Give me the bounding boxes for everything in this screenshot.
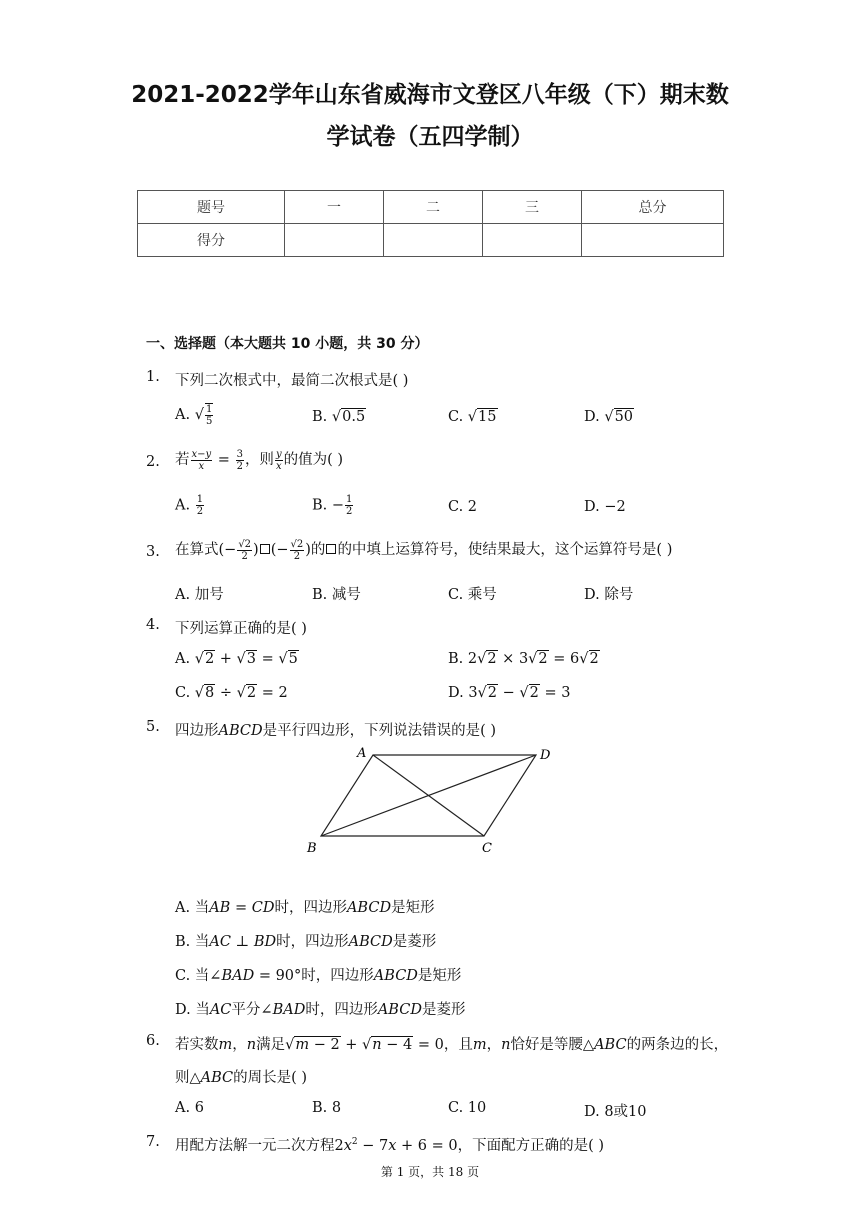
score-table-score-row [138,224,724,257]
score-table [137,190,724,257]
q5-option-b-post: 是菱形 [392,934,437,950]
score-cell-part-2 [384,224,483,257]
q5-option-b-pre: B. 当 [175,934,210,950]
q4-option-c-label: C. [175,685,191,701]
q4-option-a: A. √2 + √3 = √5 [175,651,298,667]
q3-number: 3. [146,544,160,560]
q5-option-b: B. 当AC ⊥ BD时，四边形ABCD是菱形 [175,934,437,950]
q7-post: ，下面配方正确的是( ) [457,1138,605,1154]
q7-number: 7. [146,1134,160,1150]
q5-option-a: A. 当AB = CD时，四边形ABCD是矩形 [175,900,435,916]
paper-title-line-1: 2021-2022学年山东省威海市文登区八年级（下）期末数 [131,82,729,108]
vertex-label-a: A [357,746,367,761]
q2-stem-pre: 若 [175,452,190,468]
q1-option-b-math: √0.5 [331,409,366,425]
q5-stem-pre: 四边形 [175,723,219,739]
q4-option-b-label: B. [448,651,464,667]
q2-stem-post: 的值为( ) [283,452,344,468]
q6-number: 6. [146,1033,160,1049]
q1-stem: 下列二次根式中，最简二次根式是( ) [175,373,409,389]
q1-option-c-label: C. [448,409,464,425]
q4-number: 4. [146,617,160,633]
q5-option-b-mid: 时，四边形 [276,934,349,950]
vertex-label-c: C [482,841,492,856]
header-cell-total: 总分 [582,191,724,224]
paper-title-line-2: 学试卷（五四学制） [326,124,534,150]
q1-option-c-math: √15 [467,409,497,425]
q6-mid4: ， [486,1037,502,1053]
q6-stem-line-1: 若实数m，n满足√m − 2 + √n − 4 = 0，且m，n恰好是等腰△ABC的两条边的长， [175,1037,729,1053]
q3-stem-text: 的中填上运算符号，使结果最大，这个运算符号是( ) [337,542,673,558]
q3-option-d: D. 除号 [584,587,634,603]
q1-option-c-radicand: 15 [478,409,497,425]
section-heading-choice: 一、选择题（本大题共 10 小题，共 30 分） [146,336,429,352]
q5-option-a-mid: 时，四边形 [274,900,347,916]
q4-stem: 下列运算正确的是( ) [175,621,307,637]
q6-line2-pre: 则△ [175,1070,201,1086]
q2-option-a: A. $\frac{1}{2}$ [175,494,204,517]
q5-option-d-post: 是菱形 [421,1002,466,1018]
q5-stem: 四边形ABCD是平行四边形，下列说法错误的是( ) [175,723,497,739]
score-cell-part-3 [483,224,582,257]
q3-stem: 在算式(− $\frac{√2}{2}$ ) (− $\frac{√2}{2}$ )的 的中填上运算符号，使结果最大，这个运算符号是( ) [175,538,673,562]
q1-number: 1. [146,369,160,385]
q7-stem: 用配方法解一元二次方程$2x^2 - 7x + 6 = 0$，下面配方正确的是( ) [175,1137,605,1154]
header-cell-question-no: 题号 [138,191,285,224]
q1-option-b [312,409,366,425]
q5-stem-post: 是平行四边形，下列说法错误的是( ) [262,723,497,739]
q6-mid2: 满足 [256,1037,286,1053]
score-table-header-row [138,191,724,224]
q5-option-d-mid1: 平分∠ [231,1002,273,1018]
score-cell-total [582,224,724,257]
q5-option-c-post: 是矩形 [417,968,462,984]
q1-option-b-label: B. [312,409,328,425]
q4-option-d: D. 3√2 − √2 = 3 [448,685,571,701]
q2-stem: 若 $\frac{x-y}{x}$ = $\frac{3}{2}$ ，则 $\frac{y}{x}$ 的值为( ) [175,448,344,472]
q5-option-a-post: 是矩形 [391,900,435,916]
q6-pre: 若实数 [175,1037,219,1053]
q2-option-d: D. −2 [584,499,626,515]
q2-option-a-label: A. [175,497,191,514]
q1-option-c [448,409,498,425]
q6-mid6: 的两条边的长， [626,1037,729,1053]
parallelogram-figure [300,740,560,860]
q5-number: 5. [146,719,160,735]
q1-option-a-label: A. [175,407,191,423]
q6-mid1: ， [232,1037,247,1053]
q1-option-b-radicand: 0.5 [342,409,366,425]
q4-option-a-label: A. [175,651,191,667]
q5-option-a-pre: A. 当 [175,900,210,916]
q1-option-a-math: √ $\frac{1}{5}$ [194,404,213,427]
q6-mid5: 恰好是等腰△ [510,1037,595,1053]
q6-option-c: C. 10 [448,1100,487,1116]
q2-option-b-label: B. − [312,497,345,514]
q6-line2-post: 的周长是( ) [233,1070,308,1086]
header-cell-part-3: 三 [483,191,582,224]
q4-option-c: C. √8 ÷ √2 = 2 [175,685,288,701]
q1-option-a [175,403,214,427]
q2-option-c: C. 2 [448,499,478,515]
q1-option-d-radicand: 50 [614,409,634,425]
q1-option-d [584,409,634,425]
q3-stem-pre: 在算式 [175,542,219,558]
q5-option-c-pre: C. 当∠ [175,968,222,984]
q6-stem-line-2: 则△ABC的周长是( ) [175,1070,308,1086]
q6-option-b: B. 8 [312,1100,342,1116]
q2-stem-mid: ，则 [244,452,274,468]
q5-option-d: D. 当AC平分∠BAD时，四边形ABCD是菱形 [175,1002,466,1018]
q2-option-b: B. − $\frac{1}{2}$ [312,494,353,517]
q6-option-a: A. 6 [175,1100,204,1116]
q4-option-b: B. 2√2 × 3√2 = 6√2 [448,651,599,667]
header-cell-part-2: 二 [384,191,483,224]
q3-option-b: B. 减号 [312,587,361,603]
q3-option-c: C. 乘号 [448,587,497,603]
q5-option-d-mid2: 时，四边形 [305,1002,378,1018]
q5-option-c: C. 当∠BAD = 90°时，四边形ABCD是矩形 [175,968,462,984]
score-row-label: 得分 [138,224,285,257]
page-footer: 第 1 页，共 18 页 [380,1165,480,1179]
q2-number: 2. [146,454,160,470]
q1-option-d-label: D. [584,409,600,425]
q4-option-d-label: D. [448,685,464,701]
q5-option-c-mid: 时，四边形 [301,968,374,984]
vertex-label-b: B [307,841,317,856]
q6-option-d: D. 8或10 [584,1104,647,1120]
q6-mid3: ，且 [443,1037,473,1053]
vertex-label-d: D [540,748,551,763]
q3-option-a: A. 加号 [175,587,224,603]
score-cell-part-1 [285,224,384,257]
header-cell-part-1: 一 [285,191,384,224]
q5-option-d-pre: D. 当 [175,1002,210,1018]
q1-option-d-math: √50 [604,409,634,425]
diagonal-bd [321,755,536,836]
q7-pre: 用配方法解一元二次方程 [175,1138,335,1154]
